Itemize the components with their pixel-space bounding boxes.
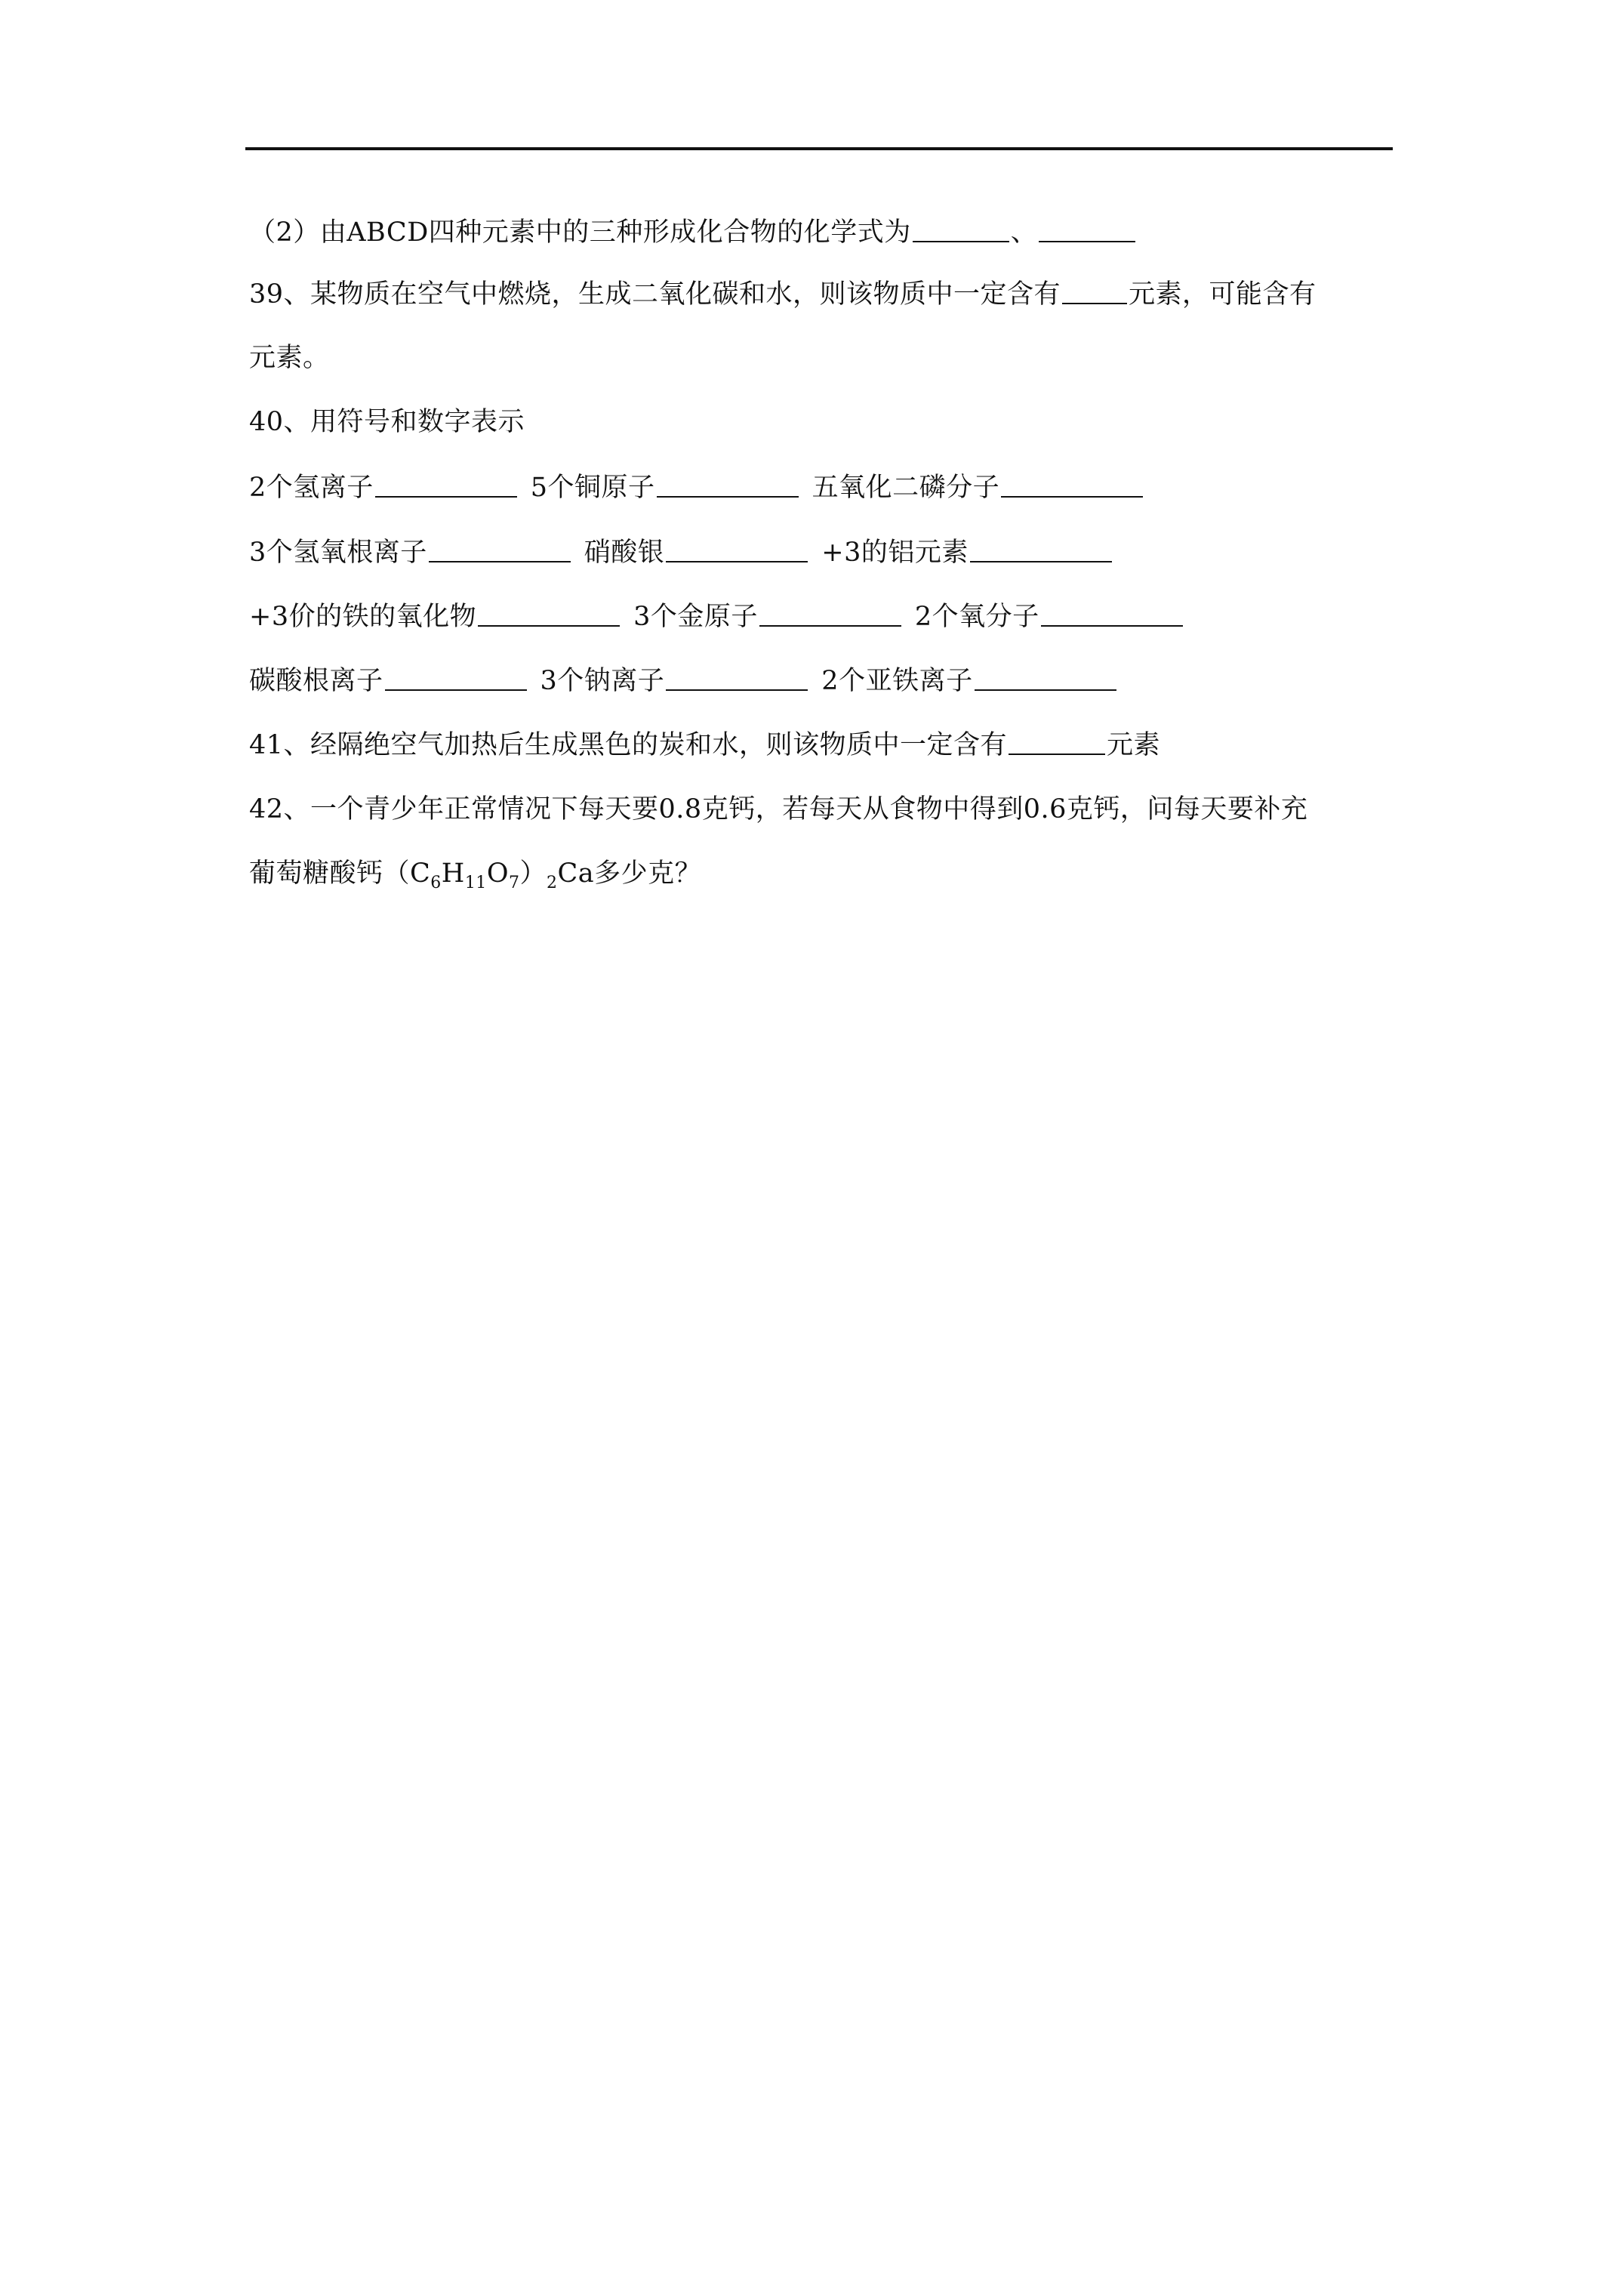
q40-item: 3个钠离子 [540,666,665,696]
q42-subscript: 7 [509,874,520,892]
answer-blank[interactable] [975,667,1116,691]
answer-blank[interactable] [1039,218,1135,242]
answer-blank[interactable] [375,473,517,498]
q40-item: 3个氢氧根离子 [249,538,427,568]
q42-formula-paren: ） [519,858,547,889]
q40-item: 碳酸根离子 [249,666,383,696]
q42-formula-h: H [441,858,465,889]
answer-blank[interactable] [666,667,808,691]
answer-blank[interactable] [657,473,799,498]
q42-formula-prefix: 葡萄糖酸钙（C [249,858,431,889]
q42-text: 42、一个青少年正常情况下每天要0.8克钙，若每天从食物中得到0.6克钙，问每天要补充 [249,794,1308,824]
q38-part2-text: （2）由ABCD四种元素中的三种形成化合物的化学式为 [249,217,911,248]
q39-line2 [249,341,330,374]
q39-text-after: 元素，可能含有 [1129,279,1317,310]
q40-item: 5个铜原子 [530,473,655,503]
answer-blank[interactable] [666,538,808,562]
answer-blank[interactable] [385,667,527,691]
q42-line1 [249,793,1307,826]
q40-item: 3个金原子 [633,602,758,632]
q40-title-text: 40、用符号和数字表示 [249,407,525,437]
q42-formula-o: O [486,858,510,889]
q42-subscript: 2 [547,874,558,892]
q38-part2-separator: 、 [1010,217,1038,248]
q42-subscript: 11 [464,874,487,892]
answer-blank[interactable] [1062,280,1127,304]
header-rule [245,147,1393,150]
q40-row [249,471,1144,504]
q39-text: 39、某物质在空气中燃烧，生成二氧化碳和水，则该物质中一定含有 [249,279,1061,310]
q41-line [249,729,1160,762]
q42-line2 [249,857,701,890]
q39-text-cont: 元素。 [249,343,330,373]
q40-row [249,536,1113,569]
q42-formula-suffix: Ca多少克？ [557,858,702,889]
answer-blank[interactable] [1041,603,1183,627]
q40-row [249,600,1184,633]
q40-item: +3价的铁的氧化物 [249,602,477,632]
q40-item: +3的铝元素 [821,538,969,568]
answer-blank[interactable] [1001,473,1143,498]
answer-blank[interactable] [429,538,571,562]
answer-blank[interactable] [478,603,620,627]
q40-item: 五氧化二磷分子 [812,473,1000,503]
q40-item: 2个氧分子 [914,602,1039,632]
q40-row [249,664,1118,698]
answer-blank[interactable] [759,603,901,627]
q40-title [249,405,525,439]
q42-subscript: 6 [430,874,442,892]
q38-part2-line [249,216,1137,249]
answer-blank[interactable] [913,218,1009,242]
answer-blank[interactable] [970,538,1112,562]
q40-item: 2个亚铁离子 [821,666,973,696]
answer-blank[interactable] [1009,731,1105,755]
q41-text: 41、经隔绝空气加热后生成黑色的炭和水，则该物质中一定含有 [249,730,1008,760]
q40-item: 2个氢离子 [249,473,374,503]
q41-text-after: 元素 [1107,730,1161,760]
q40-item: 硝酸银 [584,538,665,568]
q39-line1 [249,278,1317,311]
